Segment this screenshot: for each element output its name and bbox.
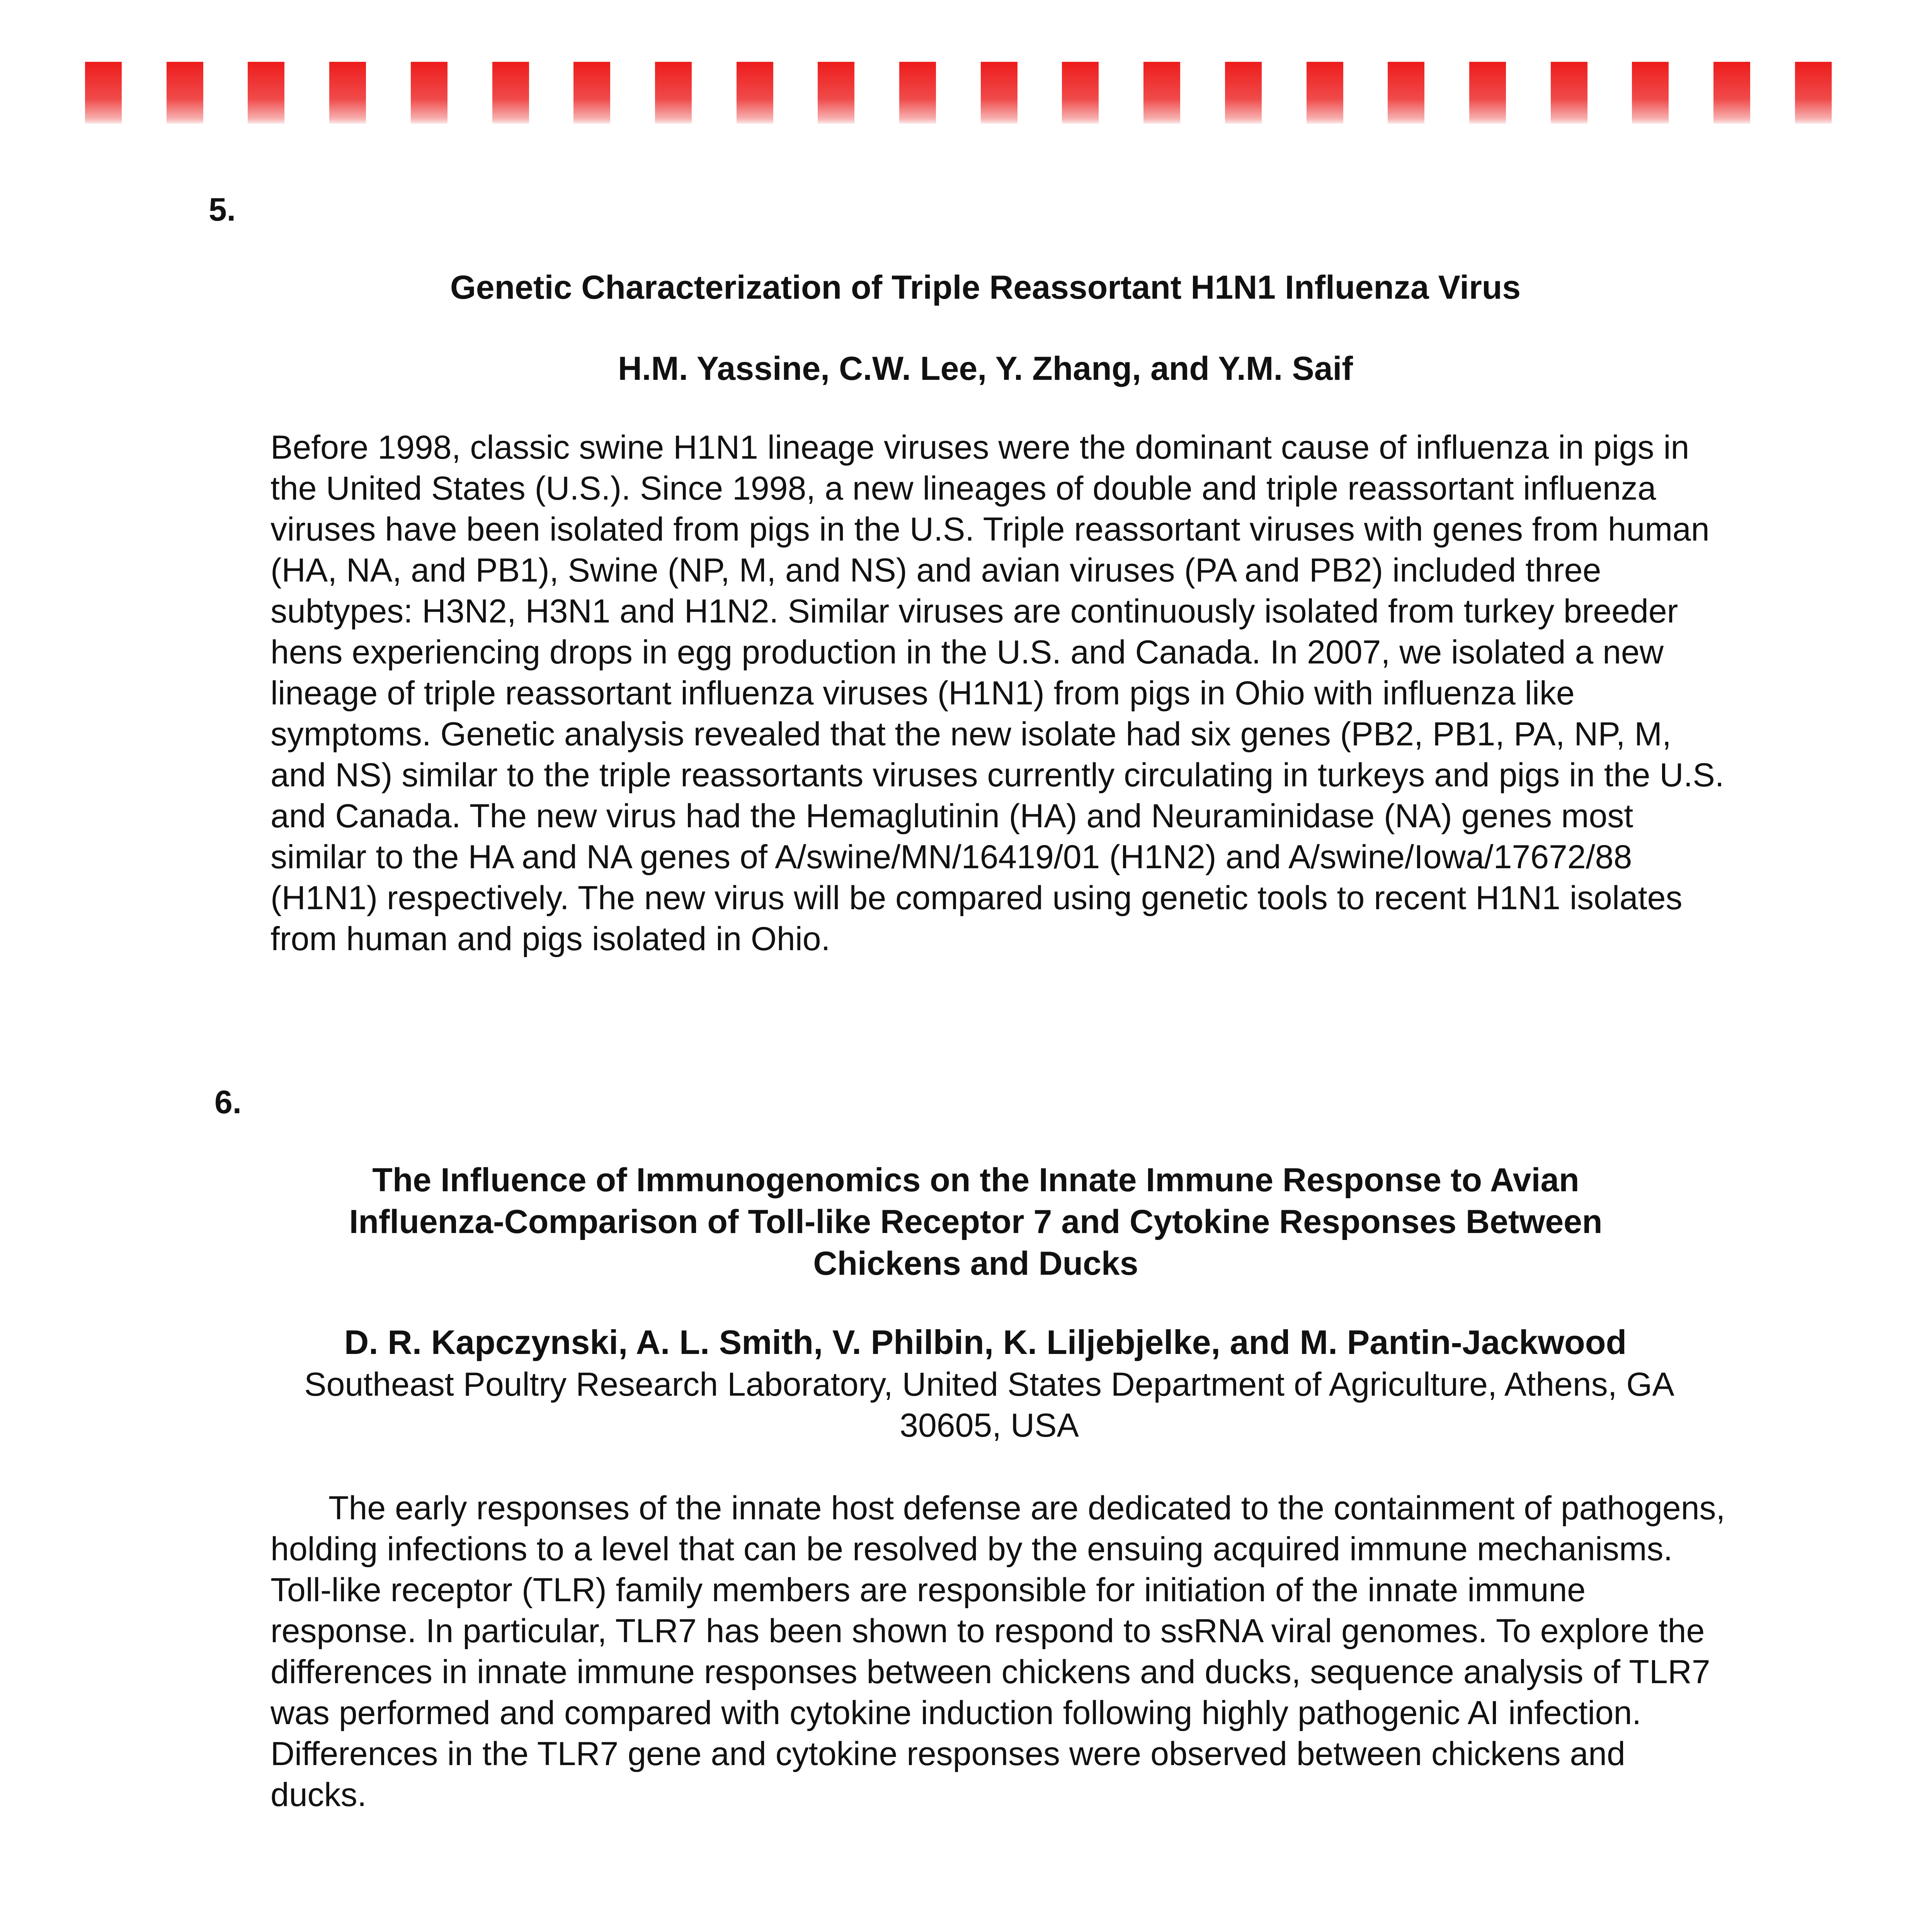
header-bar-block — [573, 62, 610, 124]
section-5-abstract: Before 1998, classic swine H1N1 lineage viruses were the dominant cause of influenza in pigs in the United States (U.S.). Since 1998, a new lineages of double and triple reassortant influenza viruses have been isolated from pigs in the U.S. Triple reassortant viruses with genes from human (HA, NA, and PB1), Swine (NP, M, and NS) and avian viruses (PA and PB2) included three subtypes: H3N2, H3N1 and H1N2. Similar viruses are continuously isolated from turkey breeder hens experiencing drops in egg production in the U.S. and Canada. In 2007, we isolated a new lineage of triple reassortant influenza viruses (H1N1) from pigs in Ohio with influenza like symptoms. Genetic analysis revealed that the new isolate had six genes (PB2, PB1, PA, NP, M, and NS) similar to the triple reassortants viruses currently circulating in turkeys and pigs in the U.S. and Canada. The new virus had the Hemaglutinin (HA) and Neuraminidase (NA) genes most similar to the HA and NA genes of A/swine/MN/16419/01 (H1N2) and A/swine/Iowa/17672/88 (H1N1) respectively. The new virus will be compared using genetic tools to recent H1N1 isolates from human and pigs isolated in Ohio. — [271, 429, 1724, 957]
section-6-affiliation: Southeast Poultry Research Laboratory, United States Department of Agriculture, Athens, GA 30605, USA — [304, 1366, 1674, 1444]
header-bar-block — [411, 62, 447, 124]
section-6-title: The Influence of Immunogenomics on the Innate Immune Response to Avian Influenza-Comparison of Toll-like Receptor 7 and Cytokine Responses Between Chickens and Ducks — [349, 1162, 1603, 1282]
header-bar-block — [818, 62, 854, 124]
header-bar-block — [899, 62, 936, 124]
header-bar-block — [492, 62, 529, 124]
header-bar-block — [1388, 62, 1424, 124]
header-bar-block — [248, 62, 284, 124]
header-bar-block — [167, 62, 203, 124]
header-bar-block — [85, 62, 122, 124]
section-5-number: 5. — [209, 191, 236, 228]
header-bar-block — [1062, 62, 1099, 124]
header-bar-block — [655, 62, 692, 124]
section-6-authors: D. R. Kapczynski, A. L. Smith, V. Philbin, K. Liljebjelke, and M. Pantin-Jackwood — [344, 1323, 1627, 1361]
header-bar-block — [981, 62, 1017, 124]
section-5-authors: H.M. Yassine, C.W. Lee, Y. Zhang, and Y.M. Saif — [618, 350, 1353, 387]
header-bar-block — [1225, 62, 1262, 124]
header-bar-block — [1143, 62, 1180, 124]
header-bar-block — [1469, 62, 1506, 124]
header-bar-block — [1713, 62, 1750, 124]
header-bar-block — [737, 62, 773, 124]
header-bar-block — [1632, 62, 1669, 124]
header-bar-block — [1551, 62, 1587, 124]
header-bar-block — [329, 62, 366, 124]
section-5-title: Genetic Characterization of Triple Reassortant H1N1 Influenza Virus — [450, 269, 1521, 306]
decorative-header-bar — [85, 62, 1832, 124]
header-bar-block — [1307, 62, 1343, 124]
section-6-abstract: The early responses of the innate host defense are dedicated to the containment of pathogens, holding infections to a level that can be resolved by the ensuing acquired immune mechanisms. Toll-like receptor (TLR) family members are responsible for initiation of the innate immune response. In particular, TLR7 has been shown to respond to ssRNA viral genomes. To explore the differences in innate immune responses between chickens and ducks, sequence analysis of TLR7 was performed and compared with cytokine induction following highly pathogenic AI infection. Differences in the TLR7 gene and cytokine responses were observed between chickens and ducks. — [271, 1490, 1725, 1813]
header-bar-block — [1795, 62, 1832, 124]
section-6-number: 6. — [214, 1084, 242, 1120]
